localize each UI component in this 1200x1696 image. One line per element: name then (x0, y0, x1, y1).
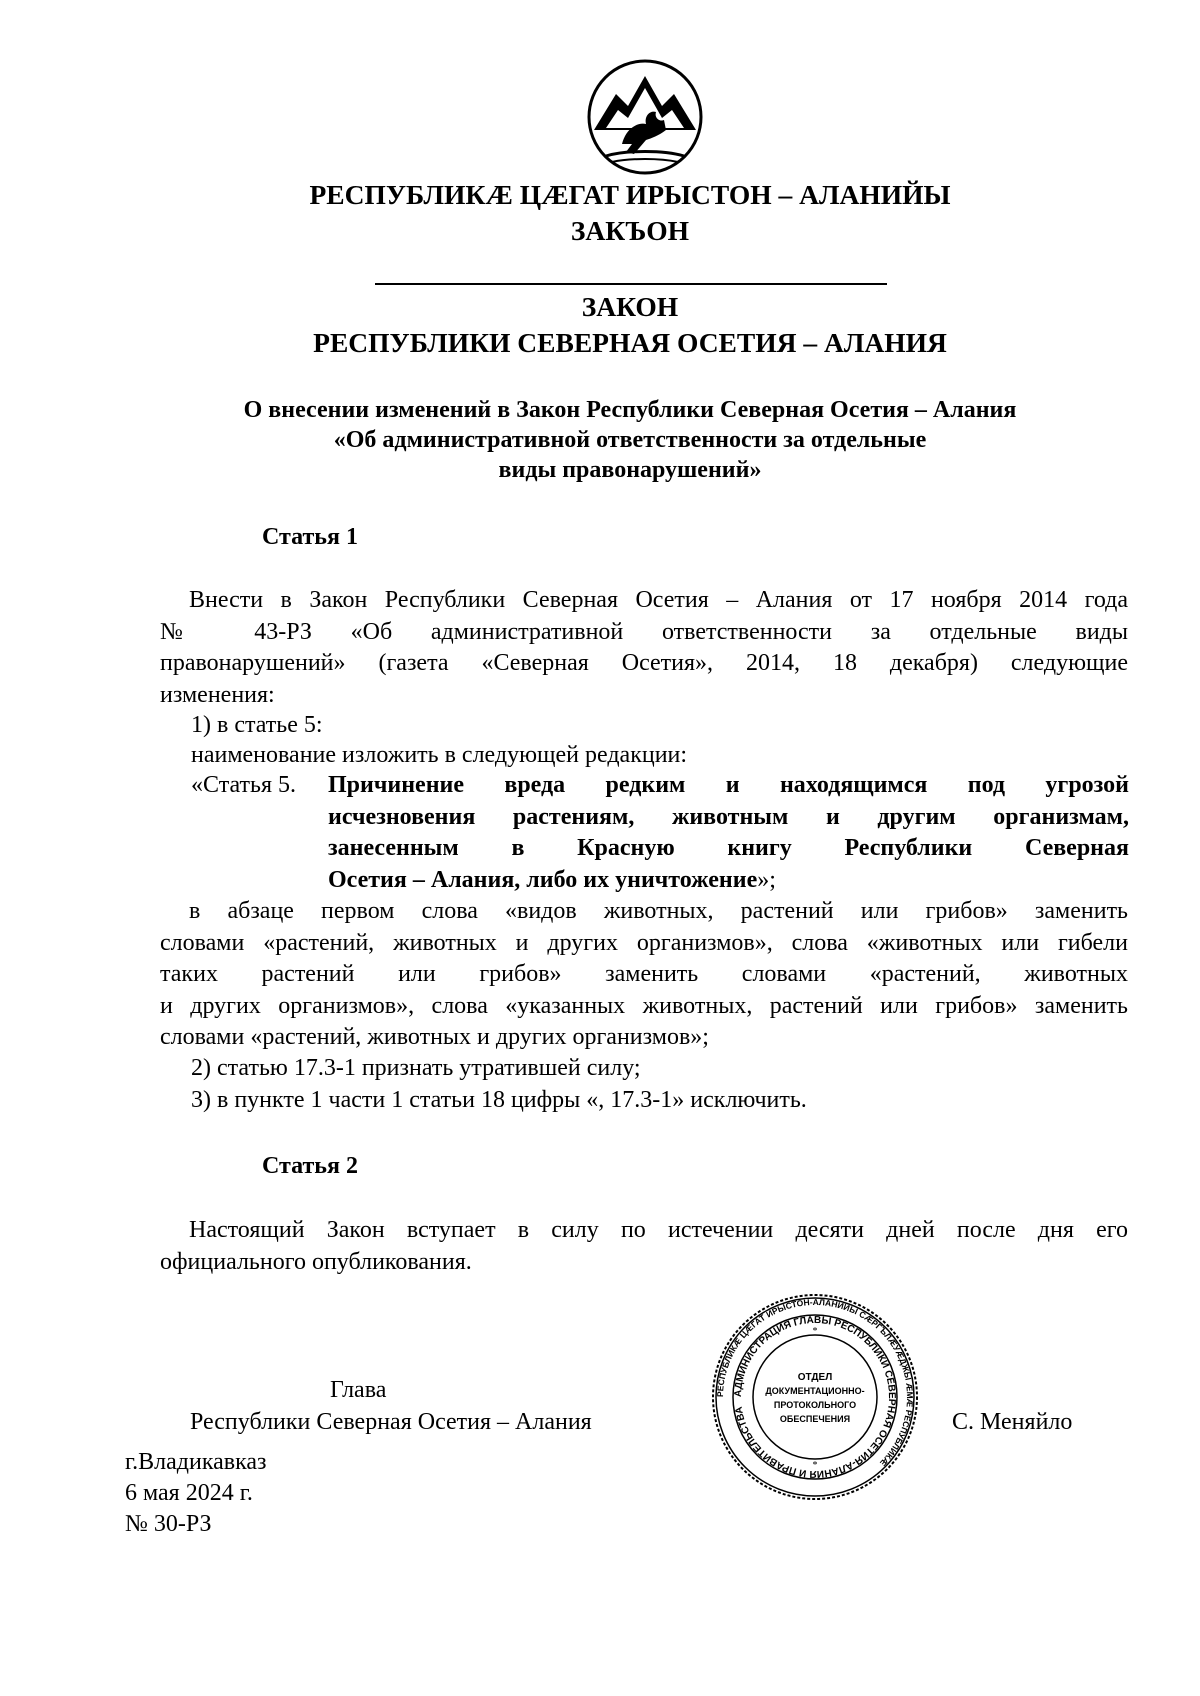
coat-of-arms-emblem (586, 58, 704, 176)
star-icon: * (812, 1460, 818, 1471)
stamp-outer-ring-text: РЕСПУБЛИКÆ ЦÆГАТ ИРЫСТОН-АЛАНИЙЫ СÆРГЪЛÆУÆДЖЫ ÆМÆ РЕСПУБЛИКÆ (714, 1296, 916, 1469)
star-icon: * (812, 1326, 818, 1337)
article-5-title-line: Причинение вреда редким и находящимся под угрозой (328, 772, 1129, 798)
stamp-center-line: ОБЕСПЕЧЕНИЯ (779, 1414, 851, 1424)
law-subject-line-1: О внесении изменений в Закон Республики Северная Осетия – Алания (243, 397, 1017, 423)
para-line: и других организмов», слова «указанных животных, растений или грибов» заменить (160, 992, 1128, 1019)
article-2-line: официального опубликования. (160, 1249, 472, 1275)
law-subject-line-3: виды правонарушений» (498, 457, 762, 483)
article-1-heading: Статья 1 (262, 524, 358, 550)
stamp-middle-ring-text: АДМИНИСТРАЦИЯ ГЛАВЫ РЕСПУБЛИКИ СЕВЕРНАЯ ОСЕТИЯ-АЛАНИЯ И ПРАВИТЕЛЬСТВА (732, 1314, 898, 1480)
intro-line: № 43-РЗ «Об административной ответственности за отдельные виды (160, 618, 1128, 645)
intro-line: Внести в Закон Республики Северная Осетия – Алания от 17 ноября 2014 года (189, 587, 1128, 613)
ossetian-title: РЕСПУБЛИКÆ ЦÆГАТ ИРЫСТОН – АЛАНИЙЫ (309, 179, 951, 210)
article-5-title-line: исчезновения растениям, животным и другим организмам, (328, 803, 1129, 830)
article-2-line: Настоящий Закон вступает в силу по истечении десяти дней после дня его (189, 1217, 1128, 1243)
footer-date: 6 мая 2024 г. (125, 1480, 253, 1506)
stamp-center-line: ОТДЕЛ (797, 1372, 833, 1383)
stamp-center-line: ПРОТОКОЛЬНОГО (773, 1400, 857, 1410)
footer-city: г.Владикавказ (125, 1449, 267, 1475)
item-1-subtext: наименование изложить в следующей редакции: (191, 742, 688, 768)
article-5-label: «Статья 5. (191, 772, 296, 798)
item-1: 1) в статье 5: (191, 712, 323, 738)
para-line: словами «растений, животных и других организмов», слова «животных или гибели (160, 929, 1128, 956)
article-1-para-2 (160, 896, 1128, 1022)
russian-republic-label: РЕСПУБЛИКИ СЕВЕРНАЯ ОСЕТИЯ – АЛАНИЯ (313, 327, 947, 358)
signatory-name: С. Меняйло (952, 1409, 1073, 1435)
article-5-title-body (328, 770, 1129, 865)
divider-rule (375, 283, 887, 285)
intro-line: изменения: (160, 682, 275, 708)
para-line: словами «растений, животных и других организмов»; (160, 1024, 709, 1050)
article-5-title-end: »; (757, 866, 776, 893)
signature-position: Республики Северная Осетия – Алания (190, 1409, 592, 1435)
footer-law-number: № 30-РЗ (125, 1511, 212, 1537)
russian-law-label: ЗАКОН (581, 291, 679, 322)
item-2: 2) статью 17.3-1 признать утратившей силу; (191, 1055, 641, 1081)
article-2-text (160, 1215, 1128, 1247)
signature-title: Глава (330, 1377, 387, 1403)
intro-line: правонарушений» (газета «Северная Осетия», 2014, 18 декабря) следующие (160, 650, 1128, 676)
article-1-intro (160, 585, 1128, 680)
article-5-title-line: Осетия – Алания, либо их уничтожение (328, 866, 758, 893)
para-line: таких растений или грибов» заменить словами «растений, животных (160, 961, 1128, 987)
ossetian-law-label: ЗАКЪОН (570, 215, 690, 246)
official-seal-stamp (710, 1292, 920, 1502)
para-line: в абзаце первом слова «видов животных, растений или грибов» заменить (189, 898, 1128, 924)
law-subject-line-2: «Об административной ответственности за отдельные (333, 427, 927, 453)
stamp-center-line: ДОКУМЕНТАЦИОННО- (765, 1386, 865, 1396)
item-3: 3) в пункте 1 части 1 статьи 18 цифры «, 17.3-1» исключить. (191, 1087, 807, 1113)
article-5-title-line: занесенным в Красную книгу Республики Северная (328, 835, 1129, 861)
article-2-heading: Статья 2 (262, 1153, 358, 1179)
